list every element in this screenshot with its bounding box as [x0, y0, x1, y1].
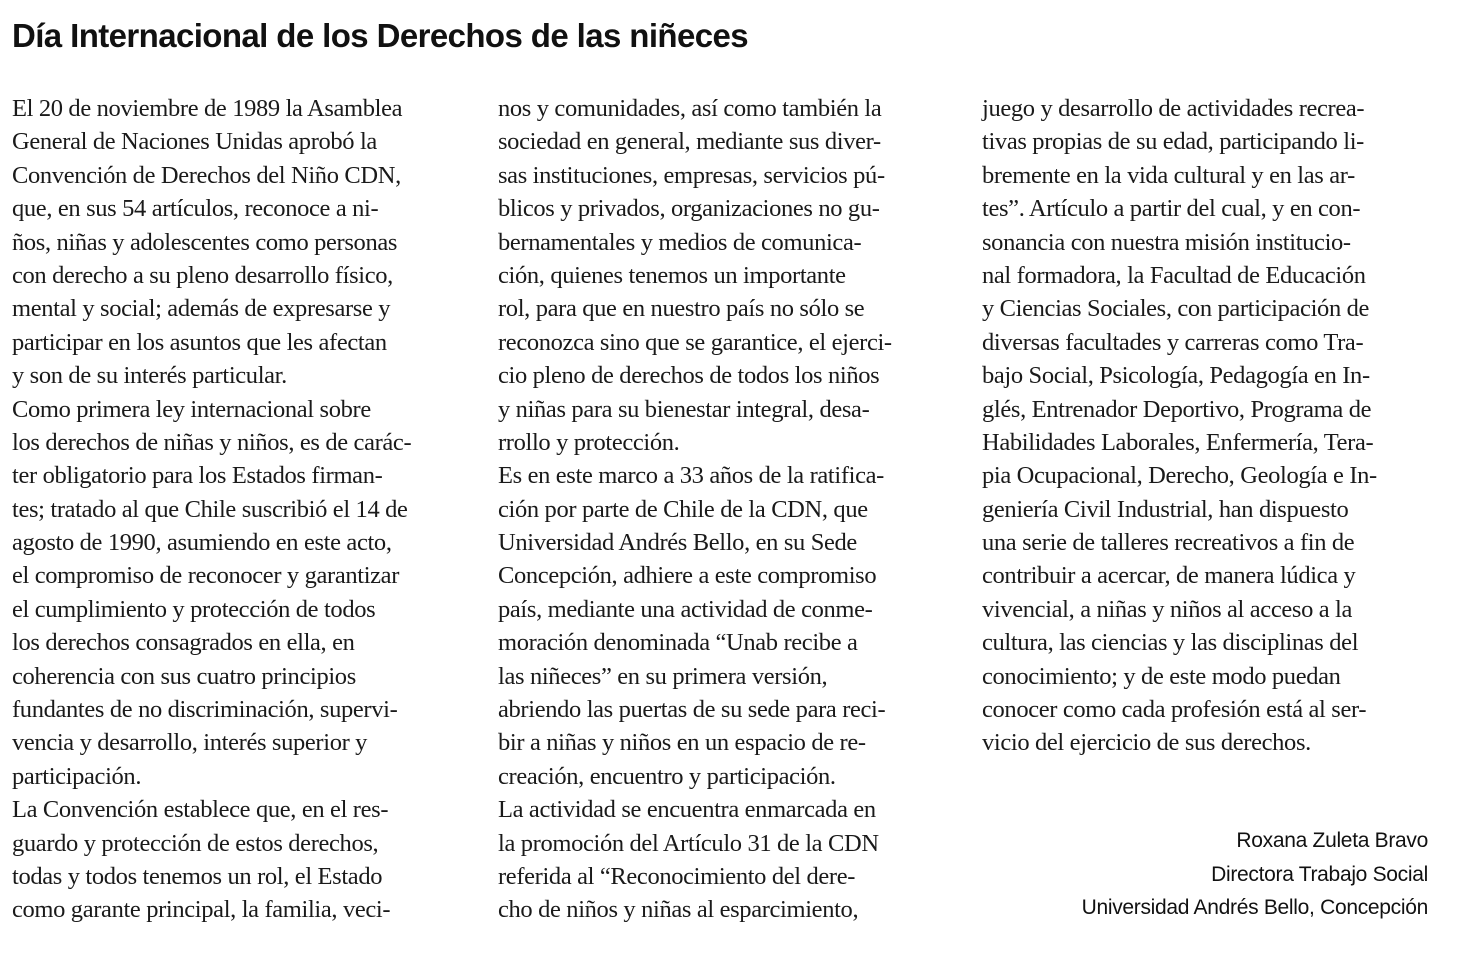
text-line: diversas facultades y carreras como Tra-	[982, 328, 1364, 356]
text-line: ños, niñas y adolescentes como personas	[12, 228, 398, 256]
text-line: tes; tratado al que Chile suscribió el 14 de	[12, 495, 408, 523]
text-line: ter obligatorio para los Estados firman-	[12, 462, 383, 490]
text-line: vicio del ejercicio de sus derechos.	[982, 729, 1311, 757]
text-line: rrollo y protección.	[498, 428, 680, 456]
text-line: Como primera ley internacional sobre	[12, 395, 371, 423]
text-line: y Ciencias Sociales, con participación de	[982, 295, 1370, 323]
text-line: juego y desarrollo de actividades recrea-	[982, 95, 1365, 122]
text-line: nos y comunidades, así como también la	[498, 95, 882, 122]
text-line: agosto de 1990, asumiendo en este acto,	[12, 529, 392, 557]
text-line: el compromiso de reconocer y garantizar	[12, 562, 400, 590]
text-line: los derechos de niñas y niños, es de carác-	[12, 428, 412, 456]
text-line: el cumplimiento y protección de todos	[12, 595, 376, 623]
text-line: bernamentales y medios de comunica-	[498, 228, 862, 256]
author-affiliation: Universidad Andrés Bello, Concepción	[1081, 896, 1428, 919]
text-line: bremente en la vida cultural y en las ar-	[982, 161, 1355, 189]
text-line: General de Naciones Unidas aprobó la	[12, 128, 377, 156]
text-line: cultura, las ciencias y las disciplinas del	[982, 629, 1359, 657]
text-line: conocimiento; y de este modo puedan	[982, 662, 1341, 690]
text-line: que, en sus 54 artículos, reconoce a ni-	[12, 195, 379, 223]
text-line: Convención de Derechos del Niño CDN,	[12, 161, 401, 189]
author-name: Roxana Zuleta Bravo	[1236, 829, 1428, 852]
text-line: coherencia con sus cuatro principios	[12, 662, 356, 690]
text-line: El 20 de noviembre de 1989 la Asamblea	[12, 95, 403, 122]
text-line: referida al “Reconocimiento del dere-	[498, 862, 856, 890]
text-line: y niñas para su bienestar integral, desa-	[498, 395, 870, 423]
text-line: vencia y desarrollo, interés superior y	[12, 729, 368, 757]
text-line: sociedad en general, mediante sus diver-	[498, 128, 881, 156]
text-line: fundantes de no discriminación, supervi-	[12, 696, 398, 724]
text-line: creación, encuentro y participación.	[498, 762, 836, 790]
text-line: vivencial, a niñas y niños al acceso a la	[982, 595, 1353, 623]
text-line: mental y social; además de expresarse y	[12, 295, 391, 323]
author-role: Directora Trabajo Social	[1211, 862, 1428, 886]
text-line: La actividad se encuentra enmarcada en	[498, 796, 876, 824]
text-line: Es en este marco a 33 años de la ratifica-	[498, 462, 884, 490]
text-line: geniería Civil Industrial, han dispuesto	[982, 495, 1349, 523]
text-line: glés, Entrenador Deportivo, Programa de	[982, 395, 1372, 423]
text-line: tivas propias de su edad, participando li-	[982, 128, 1364, 156]
text-line: participar en los asuntos que les afectan	[12, 328, 387, 356]
author-signature	[1082, 824, 1428, 925]
text-line: Concepción, adhiere a este compromiso	[498, 562, 877, 590]
text-line: reconozca sino que se garantice, el ejerci-	[498, 328, 892, 356]
text-line: abriendo las puertas de su sede para reci-	[498, 696, 886, 724]
text-line: sas instituciones, empresas, servicios pú-	[498, 161, 885, 189]
text-line: la promoción del Artículo 31 de la CDN	[498, 829, 879, 857]
article-column-2	[498, 92, 948, 927]
text-line: participación.	[12, 762, 142, 790]
text-line: como garante principal, la familia, veci-	[12, 896, 391, 924]
text-line: ción, quienes tenemos un importante	[498, 261, 846, 289]
text-line: país, mediante una actividad de conme-	[498, 595, 873, 623]
text-line: sonancia con nuestra misión institucio-	[982, 228, 1351, 256]
text-line: nal formadora, la Facultad de Educación	[982, 261, 1366, 289]
text-line: contribuir a acercar, de manera lúdica y	[982, 562, 1356, 590]
text-line: rol, para que en nuestro país no sólo se	[498, 295, 865, 323]
text-line: La Convención establece que, en el res-	[12, 796, 389, 824]
text-line: tes”. Artículo a partir del cual, y en con-	[982, 195, 1361, 223]
article-title: Día Internacional de los Derechos de las niñeces	[12, 17, 748, 54]
text-line: bir a niñas y niños en un espacio de re-	[498, 729, 866, 757]
text-line: ción por parte de Chile de la CDN, que	[498, 495, 868, 523]
text-line: cio pleno de derechos de todos los niños	[498, 362, 880, 390]
article-column-1	[12, 92, 472, 927]
text-line: todas y todos tenemos un rol, el Estado	[12, 862, 383, 890]
text-line: moración denominada “Unab recibe a	[498, 629, 858, 657]
text-line: Habilidades Laborales, Enfermería, Tera-	[982, 428, 1374, 456]
text-line: cho de niños y niñas al esparcimiento,	[498, 896, 859, 924]
text-line: guardo y protección de estos derechos,	[12, 829, 379, 857]
text-line: y son de su interés particular.	[12, 362, 287, 390]
text-line: las niñeces” en su primera versión,	[498, 662, 828, 690]
text-line: una serie de talleres recreativos a fin de	[982, 529, 1355, 557]
text-line: blicos y privados, organizaciones no gu-	[498, 195, 880, 223]
text-line: pia Ocupacional, Derecho, Geología e In-	[982, 462, 1377, 490]
text-line: Universidad Andrés Bello, en su Sede	[498, 529, 857, 557]
text-line: con derecho a su pleno desarrollo físico,	[12, 261, 393, 289]
text-line: conocer como cada profesión está al ser-	[982, 696, 1367, 724]
text-line: los derechos consagrados en ella, en	[12, 629, 355, 657]
article-column-3	[982, 92, 1442, 760]
text-line: bajo Social, Psicología, Pedagogía en In-	[982, 362, 1370, 390]
